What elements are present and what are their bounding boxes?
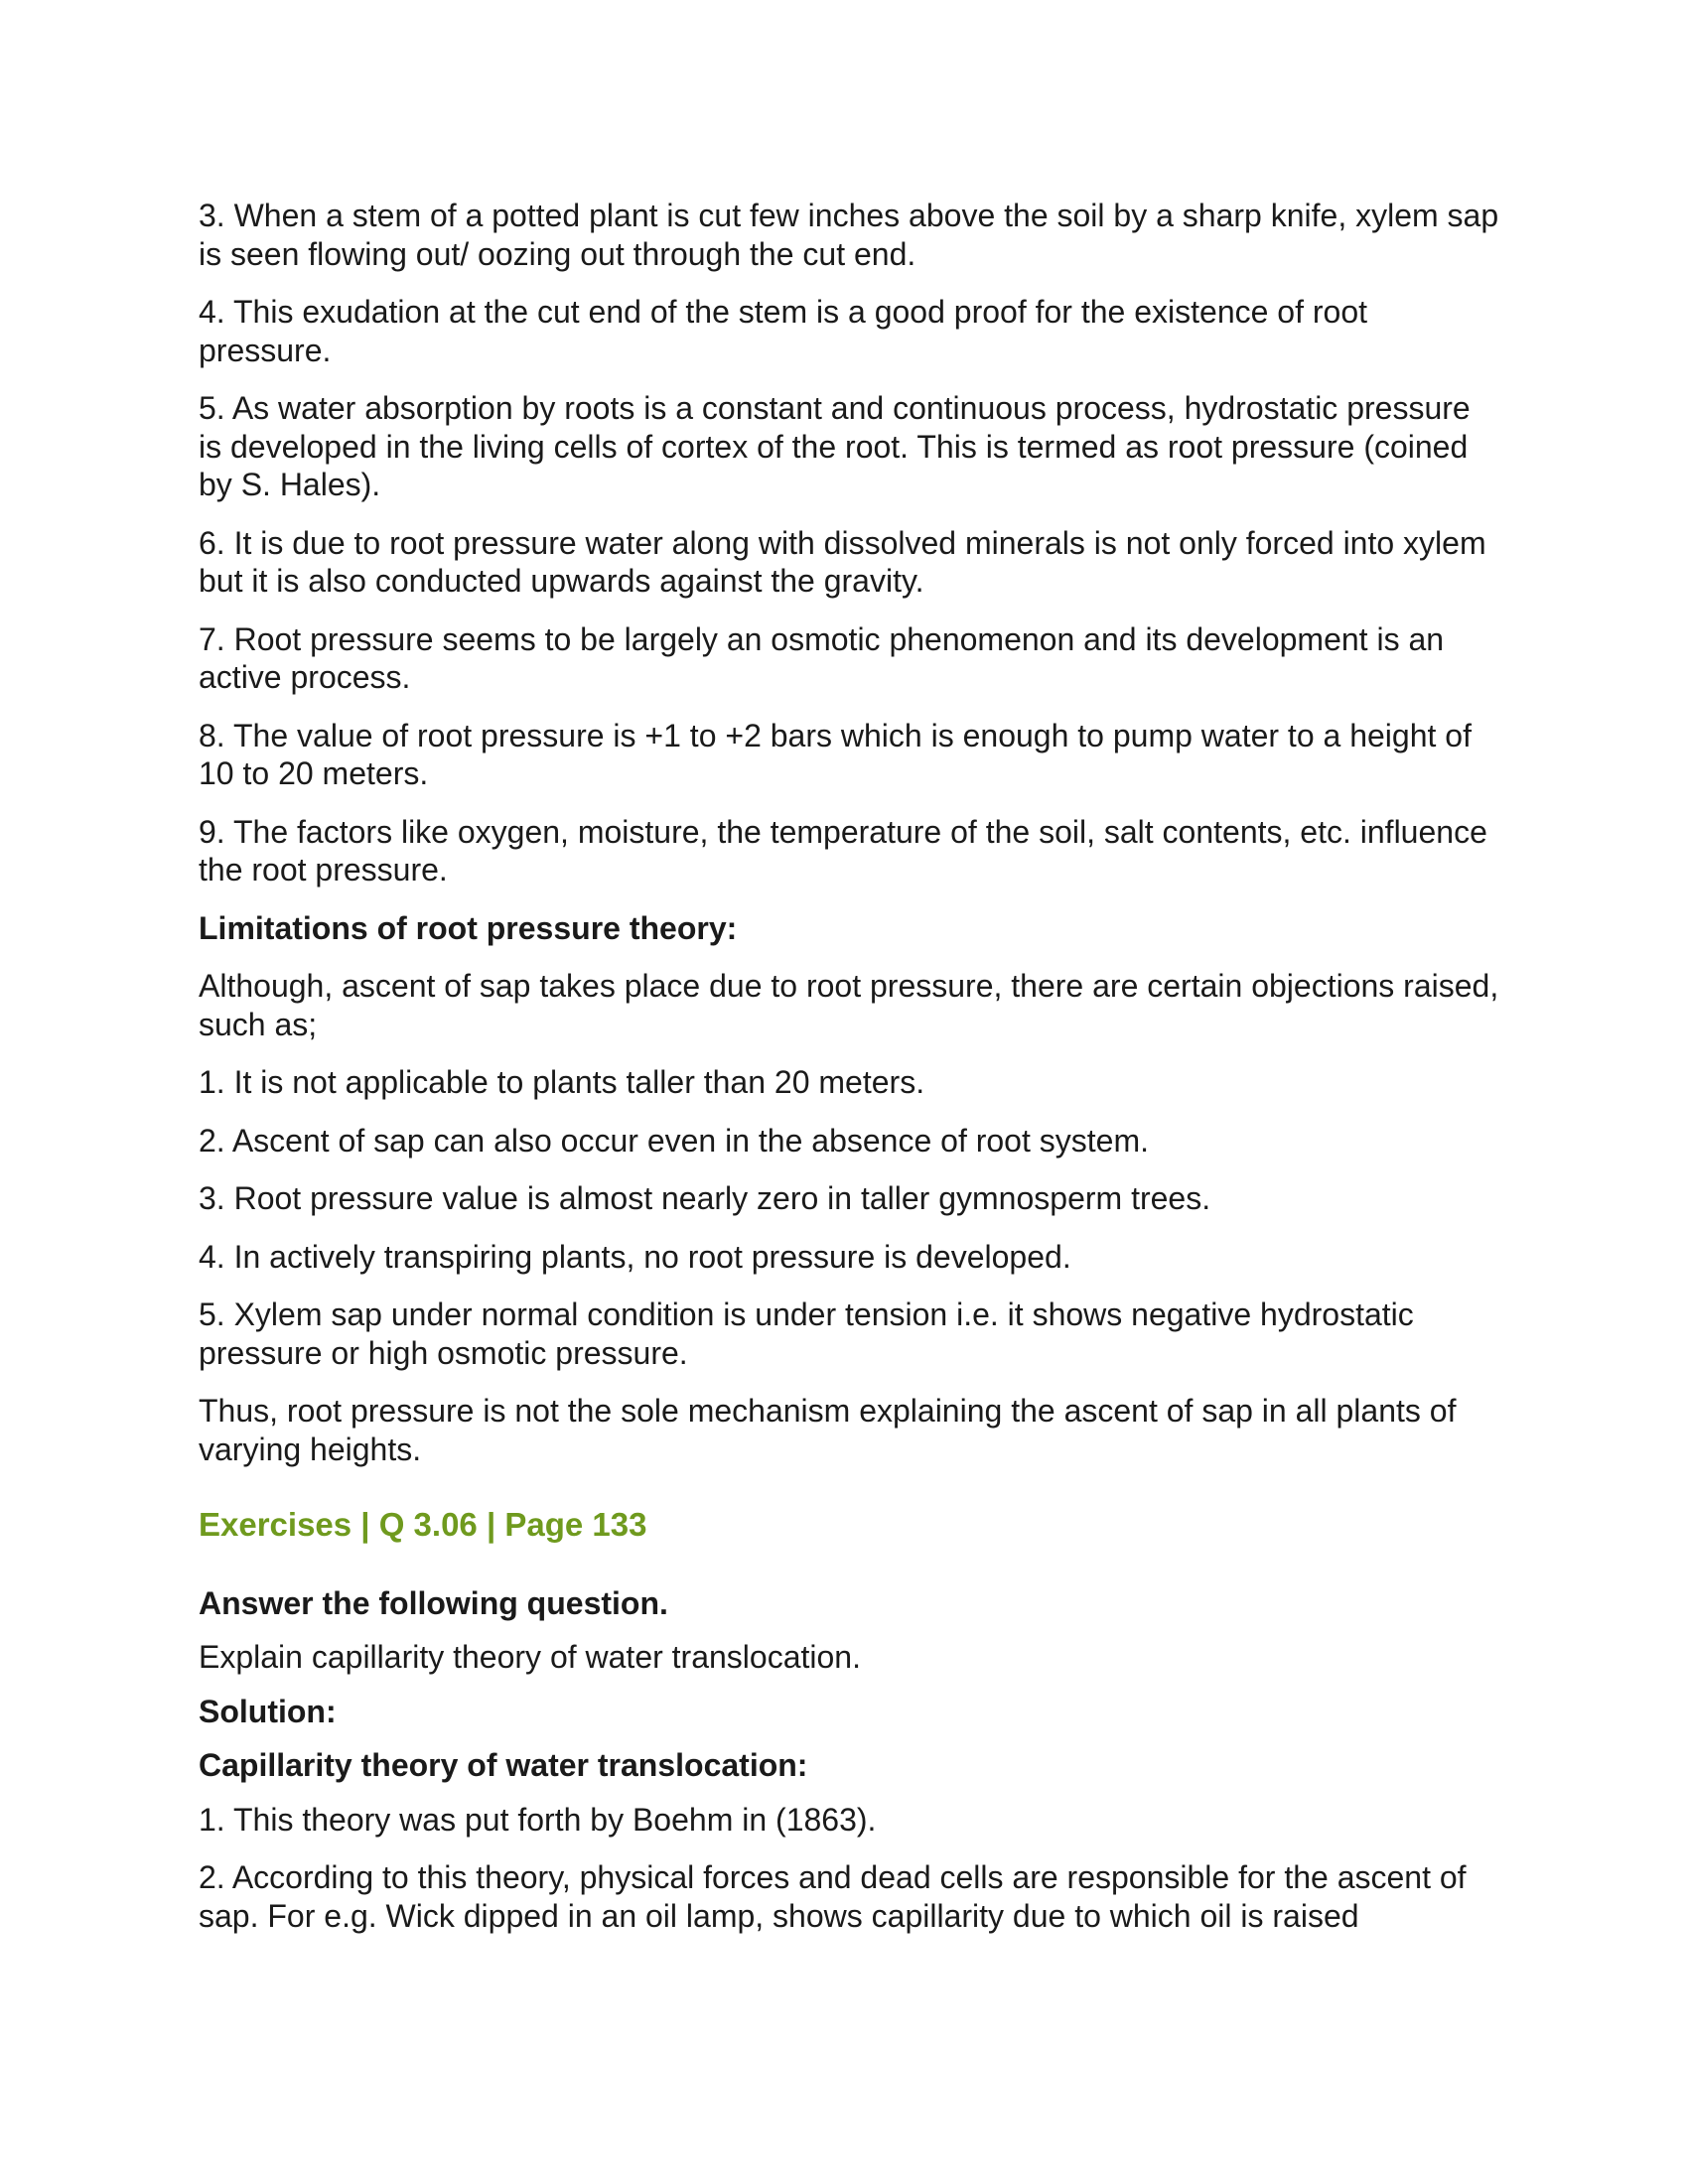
paragraph-6: 6. It is due to root pressure water along with dissolved minerals is not only forced into xylem but it is also conducted upwards against the gravity. [199, 524, 1486, 599]
limitation-item-3: 3. Root pressure value is almost nearly zero in taller gymnosperm trees. [199, 1180, 1211, 1216]
limitation-item-4: 4. In actively transpiring plants, no root pressure is developed. [199, 1238, 1071, 1275]
paragraph-8: 8. The value of root pressure is +1 to +2 bars which is enough to pump water to a height of 10 to 20 meters. [199, 717, 1472, 791]
limitation-item-2: 2. Ascent of sap can also occur even in the absence of root system. [199, 1122, 1149, 1159]
paragraph-3: 3. When a stem of a potted plant is cut few inches above the soil by a sharp knife, xylem sap is seen flowing out/ oozing out through the cut end. [199, 198, 1499, 272]
limitations-heading: Limitations of root pressure theory: [199, 909, 738, 946]
exercise-link[interactable]: Exercises | Q 3.06 | Page 133 [199, 1506, 647, 1543]
solution-item-1: 1. This theory was put forth by Boehm in (1863). [199, 1801, 877, 1838]
solution-item-2: 2. According to this theory, physical forces and dead cells are responsible for the ascent of sap. For e.g. Wick dipped in an oil lamp, shows capillarity due to which oil is raised [199, 1859, 1467, 1934]
paragraph-4: 4. This exudation at the cut end of the stem is a good proof for the existence of root pressure. [199, 294, 1368, 368]
paragraph-7: 7. Root pressure seems to be largely an osmotic phenomenon and its development is an active process. [199, 620, 1445, 695]
limitations-intro: Although, ascent of sap takes place due to root pressure, there are certain objections raised, such as; [199, 968, 1499, 1042]
paragraph-5: 5. As water absorption by roots is a constant and continuous process, hydrostatic pressure is developed in the living cells of cortex of the root. This is termed as root pressure (coined by S. Hales). [199, 390, 1471, 502]
limitation-item-5: 5. Xylem sap under normal condition is under tension i.e. it shows negative hydrostatic pressure or high osmotic pressure. [199, 1297, 1414, 1371]
limitations-conclusion: Thus, root pressure is not the sole mechanism explaining the ascent of sap in all plants of varying heights. [199, 1393, 1457, 1467]
document-page [199, 197, 1499, 1955]
solution-label: Solution: [199, 1693, 337, 1729]
question-text: Explain capillarity theory of water translocation. [199, 1639, 861, 1675]
limitation-item-1: 1. It is not applicable to plants taller than 20 meters. [199, 1064, 925, 1100]
paragraph-9: 9. The factors like oxygen, moisture, the temperature of the soil, salt contents, etc. influence the root pressure. [199, 813, 1487, 887]
solution-heading: Capillarity theory of water translocation: [199, 1747, 808, 1783]
question-heading: Answer the following question. [199, 1584, 668, 1621]
